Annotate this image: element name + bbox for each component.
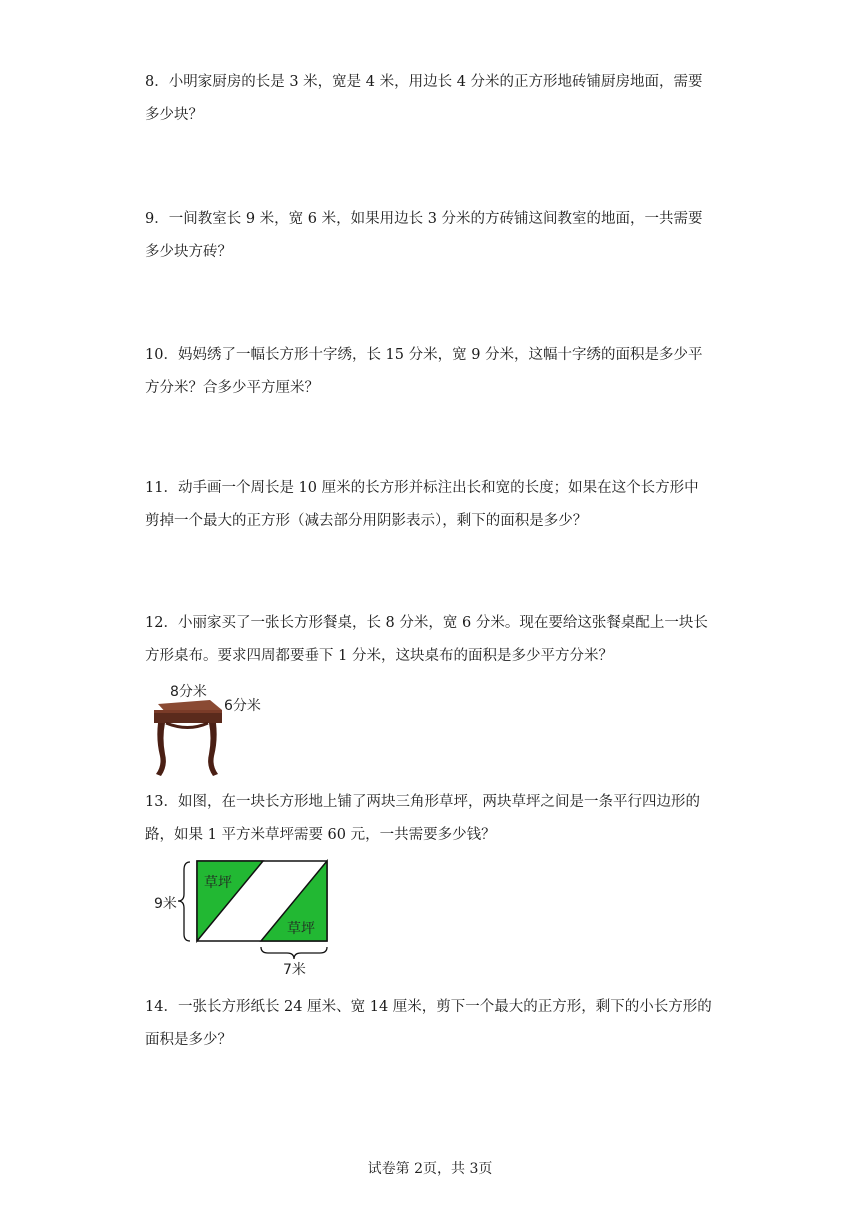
page-footer: 试卷第 2页，共 3页 xyxy=(367,1161,493,1177)
question-8 xyxy=(145,66,720,132)
question-8-line-1: 8．小明家厨房的长是 3 米，宽是 4 米，用边长 4 分米的正方形地砖铺厨房地面，需要 xyxy=(145,74,703,90)
question-8-line-2: 多少块？ xyxy=(145,107,203,123)
table-width-label: 6分米 xyxy=(224,698,261,714)
question-14-line-1: 14．一张长方形纸长 24 厘米、宽 14 厘米，剪下一个最大的正方形，剩下的小长方形的 xyxy=(145,999,712,1015)
question-9-line-2: 多少块方砖？ xyxy=(145,244,232,260)
question-9 xyxy=(145,203,720,269)
question-11-line-2: 剪掉一个最大的正方形（减去部分用阴影表示），剩下的面积是多少？ xyxy=(145,513,588,529)
table-illustration xyxy=(148,678,278,780)
question-9-line-1: 9．一间教室长 9 米，宽 6 米，如果用边长 3 分米的方砖铺这间教室的地面，一共需要 xyxy=(145,211,703,227)
question-14-line-2: 面积是多少？ xyxy=(145,1032,232,1048)
question-13-line-1: 13．如图，在一块长方形地上铺了两块三角形草坪，两块草坪之间是一条平行四边形的 xyxy=(145,794,700,810)
lawn-diagram xyxy=(150,854,340,980)
lawn-label-top: 草坪 xyxy=(204,875,232,891)
question-10-line-1: 10．妈妈绣了一幅长方形十字绣，长 15 分米，宽 9 分米，这幅十字绣的面积是多少平 xyxy=(145,347,703,363)
question-14 xyxy=(145,991,720,1057)
question-12-line-2: 方形桌布。要求四周都要垂下 1 分米，这块桌布的面积是多少平方分米？ xyxy=(145,648,613,664)
height-label: 9米 xyxy=(154,896,177,912)
question-12 xyxy=(145,607,720,673)
question-13-line-2: 路，如果 1 平方米草坪需要 60 元，一共需要多少钱？ xyxy=(145,827,496,843)
lawn-figure xyxy=(150,854,340,980)
lawn-label-bottom: 草坪 xyxy=(287,921,315,937)
base-label: 7米 xyxy=(283,962,306,978)
question-13 xyxy=(145,786,720,852)
question-10-line-2: 方分米？合多少平方厘米？ xyxy=(145,380,319,396)
table-figure xyxy=(148,678,278,780)
question-10 xyxy=(145,339,720,405)
question-11 xyxy=(145,472,720,538)
question-12-line-1: 12．小丽家买了一张长方形餐桌，长 8 分米，宽 6 分米。现在要给这张餐桌配上一块长 xyxy=(145,615,708,631)
table-length-label: 8分米 xyxy=(170,684,207,700)
question-11-line-1: 11．动手画一个周长是 10 厘米的长方形并标注出长和宽的长度；如果在这个长方形中 xyxy=(145,480,699,496)
